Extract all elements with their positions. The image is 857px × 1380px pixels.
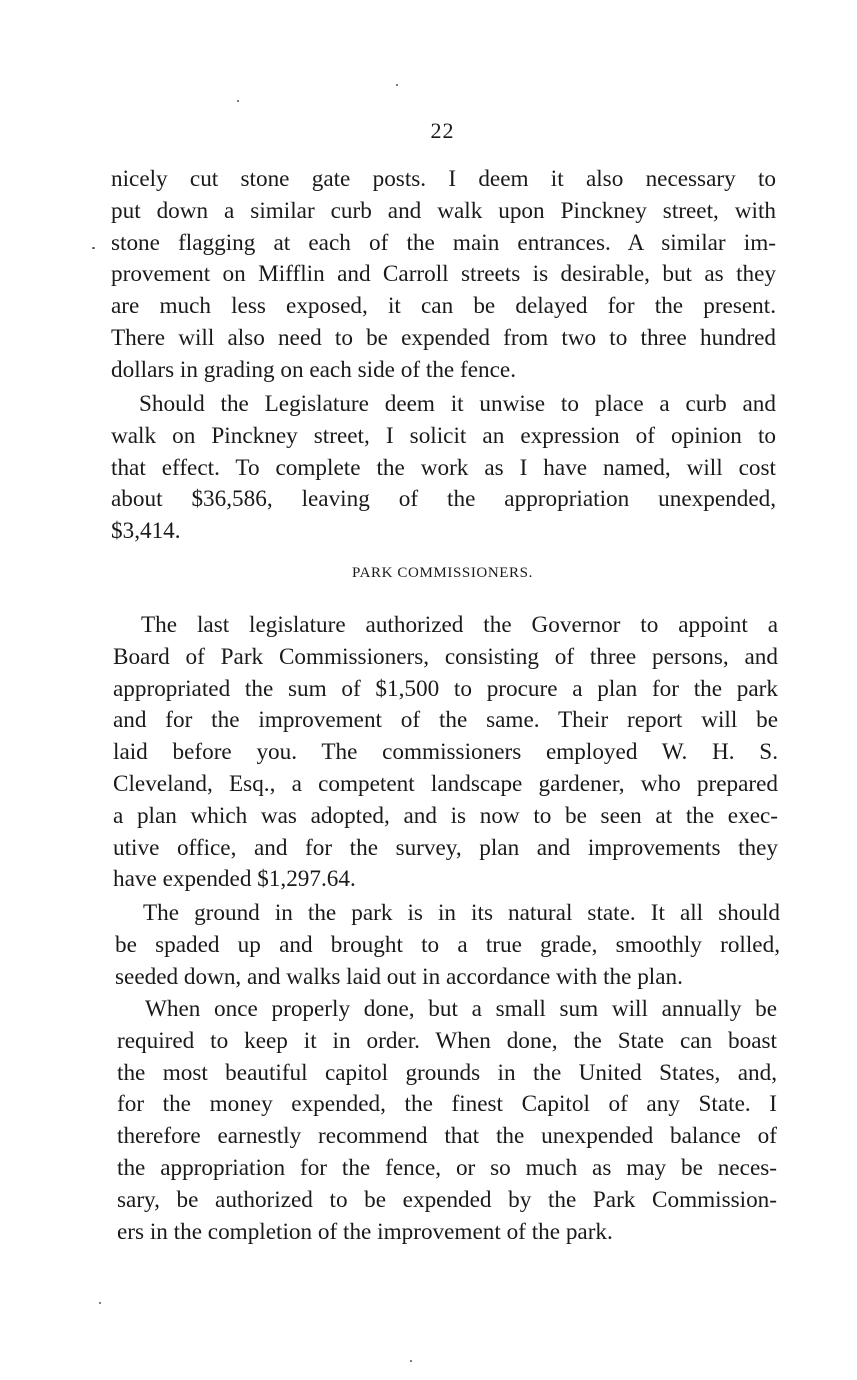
paragraph-legislature-curb (111, 389, 776, 548)
scan-speck (410, 1360, 412, 1362)
text-line: When once properly done, but a small sum will annually be (145, 996, 777, 1022)
text-line: laid before you. The commissioners employed W. H. S. (113, 739, 778, 766)
section-heading: PARK COMMISSIONERS. (352, 565, 533, 581)
paragraph-park-ground (115, 898, 780, 993)
text-line: dollars in grading on each side of the fence. (111, 356, 516, 383)
text-line: nicely cut stone gate posts. I deem it also necessary to (111, 166, 776, 192)
text-line: required to keep it in order. When done, the State can boast (117, 1027, 777, 1054)
text-line: have expended $1,297.64. (113, 866, 356, 893)
text-line: and for the improvement of the same. Their report will be (113, 707, 778, 734)
text-line: seeded down, and walks laid out in accordance with the plan. (115, 963, 683, 990)
text-line: stone flagging at each of the main entrances. A similar im- (111, 229, 776, 256)
text-line: the most beautiful capitol grounds in the United States, and, (117, 1059, 777, 1086)
text-line: walk on Pinckney street, I solicit an expression of opinion to (111, 422, 776, 449)
text-line: The last legislature authorized the Governor to appoint a (141, 612, 778, 638)
text-line: are much less exposed, it can be delayed for the present. (111, 293, 776, 320)
text-line: appropriated the sum of $1,500 to procure a plan for the park (113, 675, 778, 702)
scan-speck (396, 84, 398, 86)
text-line: that effect. To complete the work as I have named, will cost (111, 454, 776, 481)
paragraph-gate-posts (111, 164, 776, 387)
scan-speck (92, 247, 95, 249)
text-line: $3,414. (111, 518, 181, 545)
page-number: 22 (430, 118, 455, 143)
text-line: sary, be authorized to be expended by the Park Commission- (117, 1186, 777, 1213)
text-line: Board of Park Commissioners, consisting of three persons, and (113, 643, 778, 670)
text-line: There will also need to be expended from two to three hundred (111, 324, 776, 351)
scan-speck (237, 100, 239, 102)
text-line: provement on Mifflin and Carroll streets is desirable, but as they (111, 261, 776, 288)
paragraph-park-commissioners (113, 610, 778, 896)
scan-speck (99, 1302, 101, 1304)
text-line: ers in the completion of the improvement of the park. (117, 1218, 613, 1245)
text-line: for the money expended, the finest Capitol of any State. I (117, 1091, 777, 1118)
paragraph-recommendation (117, 994, 777, 1248)
text-line: Cleveland, Esq., a competent landscape gardener, who prepared (113, 770, 778, 797)
text-line: put down a similar curb and walk upon Pinckney street, with (111, 197, 776, 224)
text-line: be spaded up and brought to a true grade, smoothly rolled, (115, 931, 780, 958)
text-line: a plan which was adopted, and is now to be seen at the exec- (113, 802, 778, 829)
text-line: the appropriation for the fence, or so much as may be neces- (117, 1154, 777, 1181)
text-line: utive office, and for the survey, plan and improvements they (113, 834, 778, 861)
text-line: therefore earnestly recommend that the unexpended balance of (117, 1123, 777, 1150)
text-line: Should the Legislature deem it unwise to place a curb and (139, 391, 776, 417)
text-line: about $36,586, leaving of the appropriation unexpended, (111, 486, 776, 513)
text-line: The ground in the park is in its natural state. It all should (143, 900, 780, 926)
